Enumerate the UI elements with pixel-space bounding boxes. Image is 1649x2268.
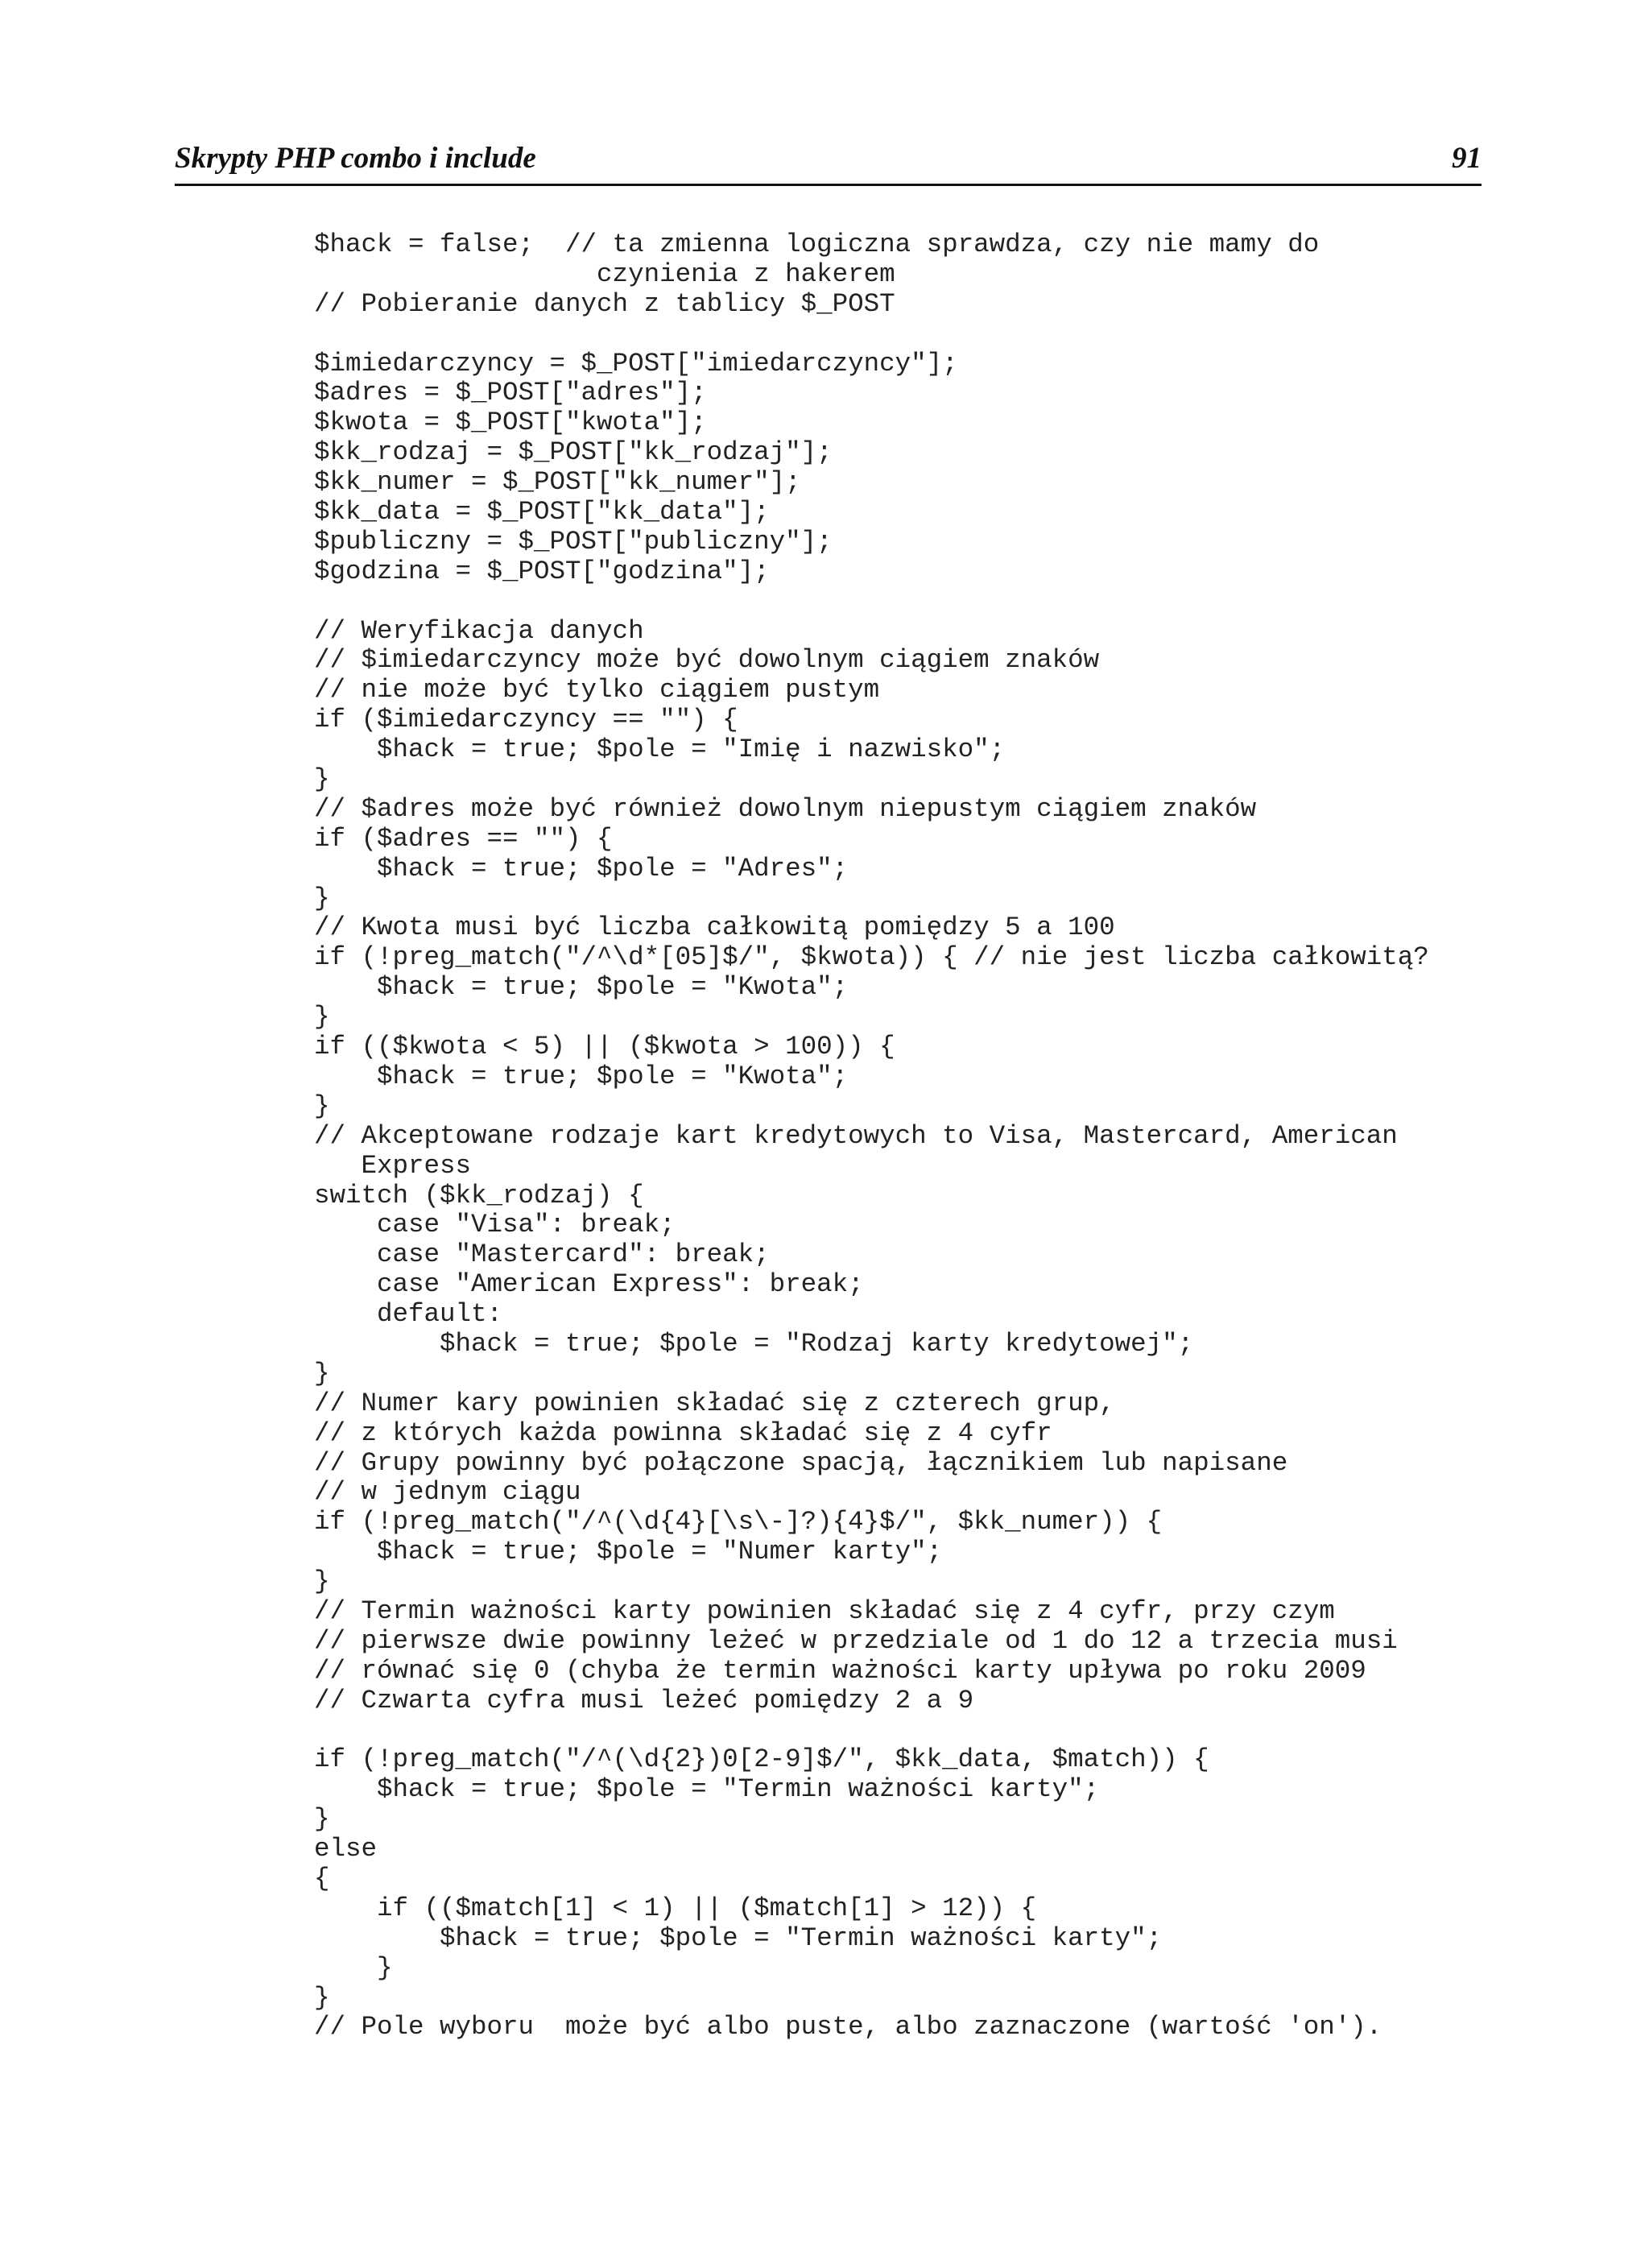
code-listing	[314, 230, 1429, 2042]
code-line: $kk_data = $_POST["kk_data"];	[314, 497, 770, 528]
code-line: $kwota = $_POST["kwota"];	[314, 408, 707, 438]
code-line: }	[314, 883, 330, 913]
code-line: // nie może być tylko ciągiem pustym	[314, 675, 880, 706]
code-line: $imiedarczyncy = $_POST["imiedarczyncy"];	[314, 348, 958, 379]
code-line: // Numer kary powinien składać się z czterech grup,	[314, 1388, 1115, 1418]
code-line: $hack = true; $pole = "Imię i nazwisko";	[314, 735, 1006, 765]
code-line: $adres = $_POST["adres"];	[314, 378, 707, 408]
code-line: if ($imiedarczyncy == "") {	[314, 705, 738, 735]
chapter-title: Skrypty PHP combo i include	[175, 142, 536, 175]
code-line: }	[314, 1002, 330, 1033]
code-line: // w jednym ciągu	[314, 1477, 581, 1508]
code-line: $hack = true; $pole = "Kwota";	[314, 972, 849, 1003]
code-line: czynienia z hakerem	[314, 259, 895, 289]
code-line: }	[314, 1982, 330, 2013]
code-line: // równać się 0 (chyba że termin ważności karty upływa po roku 2009	[314, 1655, 1366, 1686]
code-line: $hack = true; $pole = "Termin ważności karty";	[314, 1774, 1100, 1805]
code-line: if (!preg_match("/^(\d{4}[\s\-]?){4}$/", $kk_numer)) {	[314, 1507, 1163, 1538]
code-line: // Pobieranie danych z tablicy $_POST	[314, 288, 895, 319]
code-line: $hack = true; $pole = "Numer karty";	[314, 1537, 943, 1567]
page-number: 91	[1452, 142, 1482, 175]
code-line: if (!preg_match("/^\d*[05]$/", $kwota)) { // nie jest liczba całkowitą?	[314, 942, 1429, 973]
code-line: $kk_numer = $_POST["kk_numer"];	[314, 467, 801, 498]
code-line: $publiczny = $_POST["publiczny"];	[314, 526, 833, 557]
running-header	[175, 135, 1482, 186]
code-line: }	[314, 1952, 393, 1983]
code-line: // $imiedarczyncy może być dowolnym ciągiem znaków	[314, 645, 1100, 676]
code-line: }	[314, 764, 330, 795]
code-line: if (($match[1] < 1) || ($match[1] > 12)) {	[314, 1893, 1037, 1923]
code-line: // Czwarta cyfra musi leżeć pomiędzy 2 a 9	[314, 1685, 974, 1715]
code-line: // Termin ważności karty powinien składać się z 4 cyfr, przy czym	[314, 1595, 1335, 1626]
code-line: if (!preg_match("/^(\d{2})0[2-9]$/", $kk_data, $match)) {	[314, 1744, 1209, 1775]
code-line: // Grupy powinny być połączone spacją, łącznikiem lub napisane	[314, 1447, 1288, 1478]
code-line: // Pole wyboru może być albo puste, albo zaznaczone (wartość 'on').	[314, 2012, 1382, 2042]
code-line: }	[314, 1091, 330, 1121]
code-line: switch ($kk_rodzaj) {	[314, 1180, 644, 1211]
code-line: $kk_rodzaj = $_POST["kk_rodzaj"];	[314, 437, 833, 468]
code-line: }	[314, 1566, 330, 1597]
code-line: $hack = true; $pole = "Termin ważności karty";	[314, 1922, 1163, 1953]
code-line: case "Mastercard": break;	[314, 1240, 770, 1270]
code-line: if ($adres == "") {	[314, 823, 613, 854]
code-line: $hack = true; $pole = "Rodzaj karty kredytowej";	[314, 1328, 1194, 1359]
code-line: default:	[314, 1299, 503, 1330]
code-line	[314, 320, 1429, 350]
code-line	[314, 1716, 1429, 1746]
code-line: $hack = true; $pole = "Adres";	[314, 853, 849, 884]
code-line: // Kwota musi być liczba całkowitą pomiędzy 5 a 100	[314, 913, 1115, 943]
code-line: $hack = false; // ta zmienna logiczna sprawdza, czy nie mamy do	[314, 230, 1320, 259]
code-line: // pierwsze dwie powinny leżeć w przedziale od 1 do 12 a trzecia musi	[314, 1625, 1398, 1656]
code-line: Express	[314, 1150, 472, 1181]
code-line: }	[314, 1804, 330, 1835]
code-line: case "American Express": break;	[314, 1269, 864, 1300]
code-line: if (($kwota < 5) || ($kwota > 100)) {	[314, 1032, 895, 1062]
code-line: }	[314, 1358, 330, 1389]
code-line: // Weryfikacja danych	[314, 615, 644, 646]
code-line: // $adres może być również dowolnym niepustym ciągiem znaków	[314, 793, 1257, 824]
code-line: // Akceptowane rodzaje kart kredytowych to Visa, Mastercard, American	[314, 1120, 1398, 1151]
code-line: else	[314, 1834, 378, 1864]
code-line: $hack = true; $pole = "Kwota";	[314, 1061, 849, 1091]
code-line	[314, 587, 1429, 617]
code-line: $godzina = $_POST["godzina"];	[314, 556, 770, 586]
code-line: // z których każda powinna składać się z 4 cyfr	[314, 1418, 1052, 1448]
code-line: {	[314, 1863, 330, 1893]
code-line: case "Visa": break;	[314, 1210, 676, 1240]
